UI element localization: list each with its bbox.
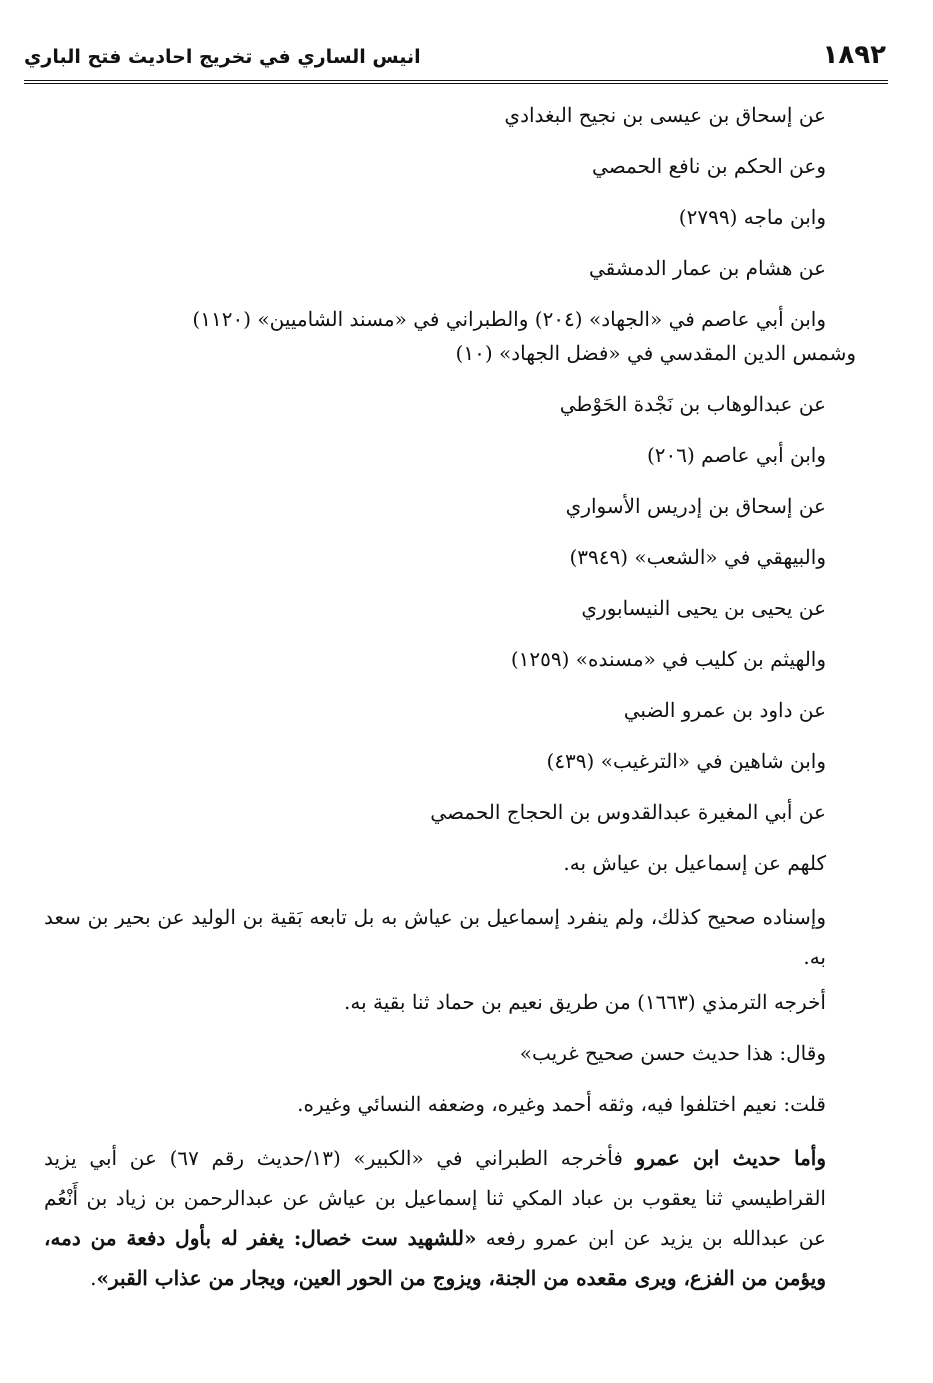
text-line: وشمس الدين المقدسي في «فضل الجهاد» (١٠) [455,341,856,365]
bold-lead: وأما حديث ابن عمرو [635,1146,826,1170]
hadith-quote: «للشهيد ست خصال: يغفر له بأول دفعة من دمه، ويؤمن من الفزع، ويرى مقعده من الجنة، ويزوج من الحور العين، ويجار من عذاب القبر» [44,1226,826,1290]
text-line: وابن أبي عاصم (٢٠٦) [646,443,826,467]
text-line: كلهم عن إسماعيل بن عياش به. [563,851,826,875]
paragraph-text: فأخرجه الطبراني في «الكبير» (١٣/حديث رقم ٦٧) عن أبي يزيد القراطيسي ثنا يعقوب بن عباد المكي ثنا إسماعيل بن عياش عن عبدالرحمن بن زياد بن أَنْعُم عن عبدالله بن يزيد عن ابن عمرو رفعه [44,1146,826,1250]
page-number: ١٨٩٢ [822,40,886,70]
text-line: والهيثم بن كليب في «مسنده» (١٢٥٩) [510,647,826,671]
text-line: عن داود بن عمرو الضبي [623,698,826,722]
paragraph-ibn-amr [44,1138,856,1298]
text-line: والبيهقي في «الشعب» (٣٩٤٩) [569,545,826,569]
text-line: عن أبي المغيرة عبدالقدوس بن الحجاج الحمصي [430,800,826,824]
main-text [44,98,856,1298]
text-line: وابن شاهين في «الترغيب» (٤٣٩) [546,749,826,773]
text-line: وعن الحكم بن نافع الحمصي [592,154,826,178]
text-line: عن عبدالوهاب بن نَجْدة الحَوْطي [559,392,826,416]
text-line: عن هشام بن عمار الدمشقي [589,256,826,280]
text-line: وابن ماجه (٢٧٩٩) [678,205,826,229]
text-line: عن يحيى بن يحيى النيسابوري [581,596,826,620]
text-line: قلت: نعيم اختلفوا فيه، وثقه أحمد وغيره، وضعفه النسائي وغيره. [297,1092,826,1116]
text-line: وابن أبي عاصم في «الجهاد» (٢٠٤) والطبراني في «مسند الشاميين» (١١٢٠) [192,307,826,331]
text-line: وقال: هذا حديث حسن صحيح غريب» [519,1041,826,1065]
running-title: انيس الساري في تخريج احاديث فتح الباري [24,46,421,68]
page-header [24,30,886,80]
text-line: أخرجه الترمذي (١٦٦٣) من طريق نعيم بن حماد ثنا بقية به. [344,990,826,1014]
paragraph-isnad: وإسناده صحيح كذلك، ولم ينفرد إسماعيل بن عياش به بل تابعه بَقية بن الوليد عن بحير بن سعد به. [44,905,826,969]
text-line: عن إسحاق بن عيسى بن نجيح البغدادي [504,103,826,127]
paragraph-end: . [90,1266,97,1290]
header-divider [24,80,888,84]
text-line: عن إسحاق بن إدريس الأسواري [565,494,826,518]
